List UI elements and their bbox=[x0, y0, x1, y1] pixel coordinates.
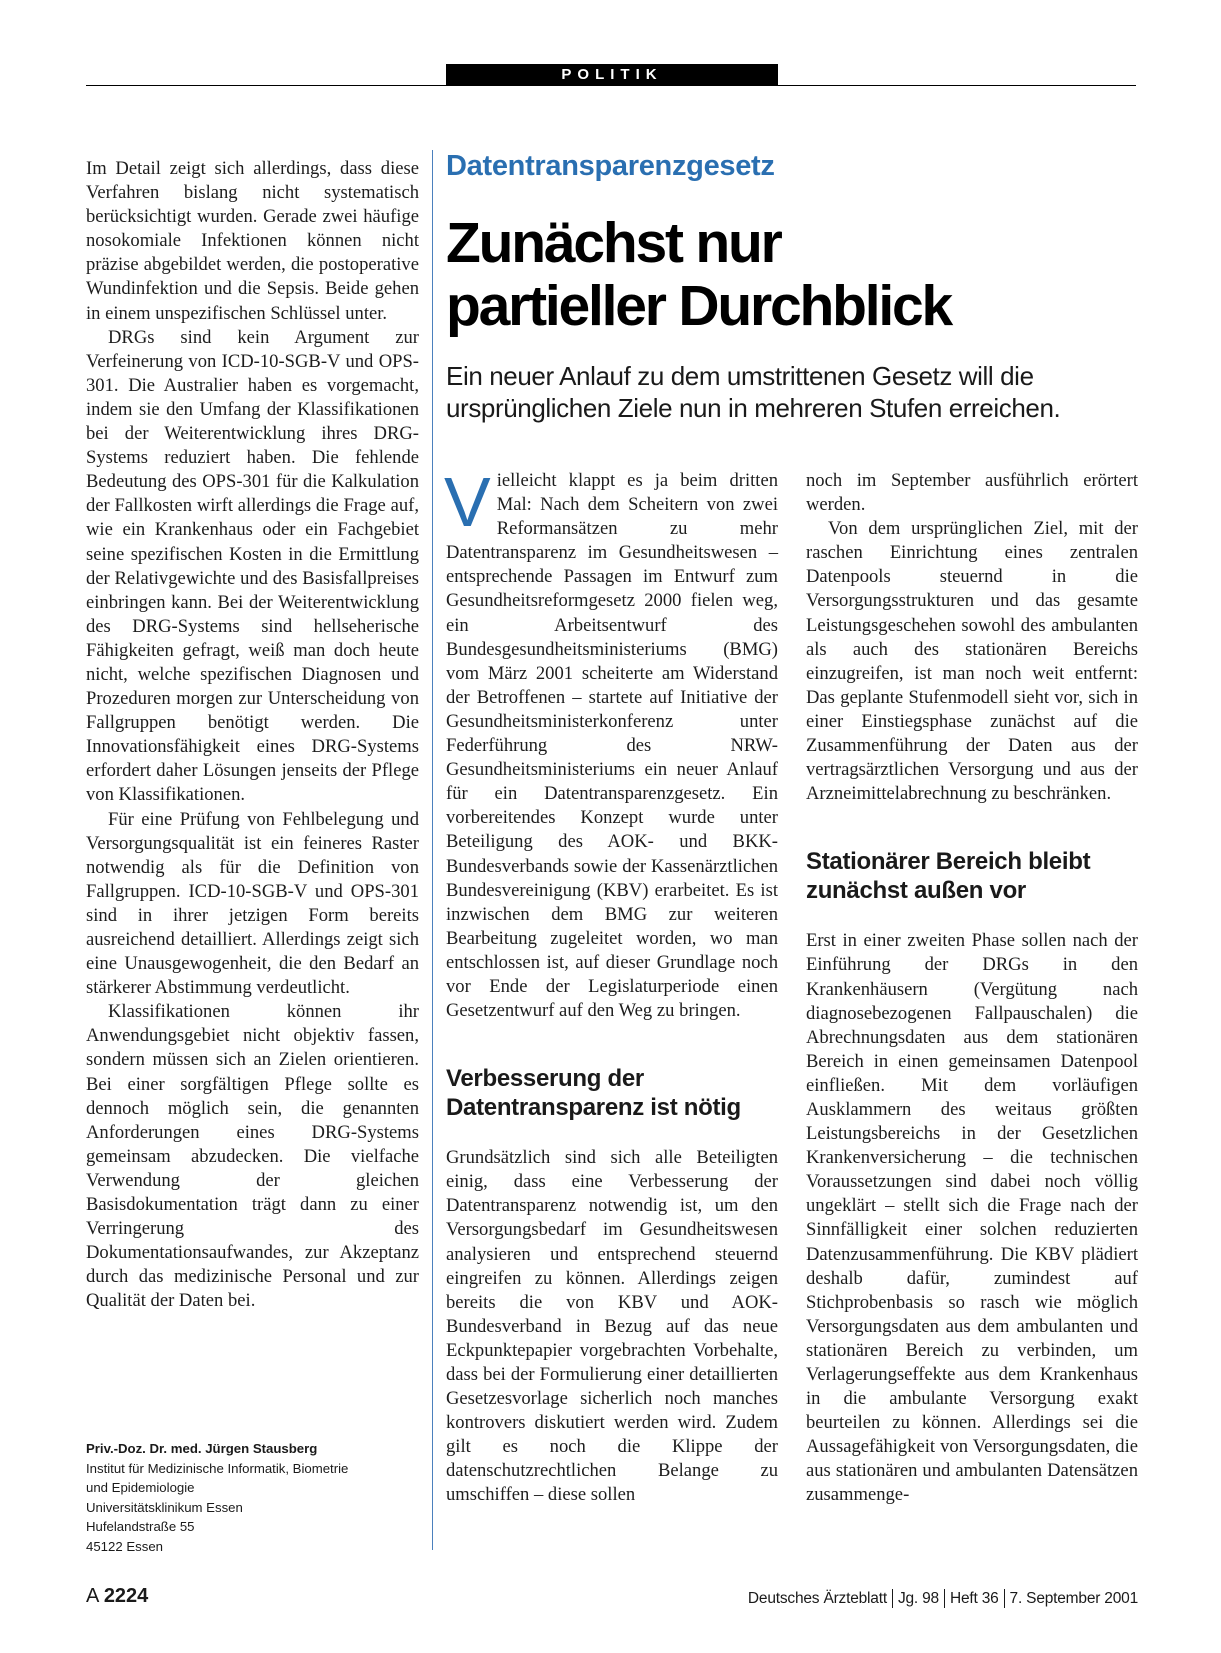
paragraph: Erst in einer zweiten Phase sollen nach der Einführung der DRGs in den Krankenhäusern (Vergütung nach diagnosebezogenen Fallpauschalen) die Abrechnungsdaten aus dem stationären Bereich in einen gemeinsamen Datenpool einfließen. Mit dem vorläufigen Ausklammern des weitaus größten Leistungsbereichs in der Gesetzlichen Krankenversicherung – die technischen Voraussetzungen sind dabei noch völlig ungeklärt – stellt sich die Frage nach der Sinnfälligkeit einer solchen reduzierten Datenzusammenführung. Die KBV plädiert deshalb dafür, zumindest auf Stichprobenbasis so rasch wie möglich Versorgungsdaten aus dem ambulanten und stationären Bereich zu verbinden, um Verlagerungseffekte aus dem Krankenhaus in die ambulante Versorgung exakt beurteilen zu können. Allerdings sei die Aussagefähigkeit von Versorgungsdaten, die aus stationären und ambulanten Datensätzen zusammenge- bbox=[806, 930, 1138, 1506]
journal-name: Deutsches Ärzteblatt bbox=[747, 1589, 887, 1607]
author-affiliation: Institut für Medizinische Informatik, Biometrie bbox=[86, 1460, 349, 1476]
subheading: Verbesserung der Datentransparenz ist nötig bbox=[446, 1065, 741, 1122]
paragraph: DRGs sind kein Argument zur Verfeinerung von ICD-10-SGB-V und OPS-301. Die Australier haben es vorgemacht, indem sie den Umfang der Klassifikationen bei der Weiterentwicklung ihres DRG-Systems reduziert haben. Die fehlende Bedeutung des OPS-301 für die Kalkulation der Fallkosten wirft allerdings die Frage auf, wie ein Krankenhaus oder ein Fachgebiet seine spezifischen Kosten in die Ermittlung der Relativgewichte und des Basisfallpreises einbringen kann. Bei der Weiterentwicklung des DRG-Systems sind hellseherische Fähigkeiten gefragt, weiß man doch heute nicht, welche spezifischen Diagnosen und Prozeduren morgen zur Unterscheidung von Fallgruppen benötigt werden. Die Innovationsfähigkeit eines DRG-Systems erfordert daher Lösungen jenseits der Pflege von Klassifikationen. bbox=[86, 326, 419, 806]
author-city: 45122 Essen bbox=[86, 1538, 163, 1554]
journal-volume: Jg. 98 bbox=[897, 1589, 939, 1607]
headline-line: partieller Durchblick bbox=[446, 274, 951, 338]
divider bbox=[892, 1589, 893, 1608]
author-block bbox=[86, 1439, 419, 1557]
page-number-value: 2224 bbox=[103, 1585, 149, 1607]
intro-paragraph bbox=[444, 463, 778, 1023]
author-affiliation: und Epidemiologie bbox=[86, 1480, 195, 1496]
column-divider bbox=[432, 150, 433, 1550]
page-prefix: A bbox=[86, 1585, 99, 1607]
intro-text: ielleicht klappt es ja beim dritten Mal: Nach dem Scheitern von zwei Reformansätzen zu mehr Datentransparenz im Gesundheitswesen – entsprechende Passagen im Entwurf zum Gesundheitsreformgesetz 2000 fielen weg, ein Arbeitsentwurf des Bundesgesundheitsministeriums (BMG) vom März 2001 scheiterte am Widerstand der Betroffenen – startete auf Initiative der Gesundheitsministerkonferenz unter Federführung des NRW-Gesundheitsministeriums ein neuer Anlauf für ein Datentransparenzgesetz. Ein vorbereitendes Konzept wurde unter Beteiligung des AOK- und BKK-Bundesverbands sowie der Kassenärztlichen Bundesvereinigung (KBV) erarbeitet. Es ist inzwischen dem BMG zur weiteren Bearbeitung zugeleitet worden, wo man entschlossen ist, auf dieser Grundlage noch vor Ende der Legislaturperiode einen Gesetzentwurf auf den Weg zu bringen. bbox=[446, 470, 778, 1022]
paragraph: Grundsätzlich sind sich alle Beteiligten einig, dass eine Verbesserung der Datentransparenz notwendig ist, um den Versorgungsbedarf im Gesundheitswesen analysieren und entsprechend steuernd eingreifen zu können. Allerdings zeigen bereits die von KBV und AOK-Bundesverband in Bezug auf das neue Eckpunktepapier vorgebrachten Vorbehalte, dass bei der Formulierung einer detaillierten Gesetzesvorlage sicherlich noch manches kontrovers diskutiert werden wird. Zudem gilt es noch die Klippe der datenschutzrechtlichen Belange zu umschiffen – diese sollen bbox=[446, 1147, 778, 1506]
headline-line: Zunächst nur bbox=[446, 211, 781, 275]
journal-issue: Heft 36 bbox=[949, 1589, 999, 1607]
journal-date: 7. September 2001 bbox=[1009, 1589, 1138, 1607]
right-column bbox=[806, 469, 1138, 1508]
left-column bbox=[86, 157, 419, 1314]
header-rule bbox=[86, 85, 1136, 86]
author-institution: Universitätsklinikum Essen bbox=[86, 1499, 243, 1515]
divider bbox=[944, 1589, 945, 1608]
journal-info bbox=[748, 1589, 1138, 1608]
article-headline bbox=[446, 212, 1146, 338]
author-name: Priv.-Doz. Dr. med. Jürgen Stausberg bbox=[86, 1441, 318, 1456]
drop-cap: V bbox=[444, 463, 491, 541]
article-deck: Ein neuer Anlauf zu dem umstrittenen Gesetz will die ursprünglichen Ziele nun in mehreren Stufen erreichen. bbox=[446, 361, 1061, 423]
paragraph: Von dem ursprünglichen Ziel, mit der raschen Einrichtung eines zentralen Datenpools steuernd in die Versorgungsstrukturen und das gesamte Leistungsgeschehen sowohl des ambulanten als auch des stationären Bereichs einzugreifen, ist man noch weit entfernt: Das geplante Stufenmodell sieht vor, sich in einer Einstiegsphase zunächst auf die Zusammenführung der Daten aus der vertragsärztlichen Versorgung und aus der Arzneimittelabrechnung zu beschränken. bbox=[806, 518, 1138, 805]
paragraph: Im Detail zeigt sich allerdings, dass diese Verfahren bislang nicht systematisch berücksichtigt wurden. Gerade zwei häufige nosokomiale Infektionen können nicht präzise abgebildet werden, die postoperative Wundinfektion und die Sepsis. Beide gehen in einem unspezifischen Schlüssel unter. bbox=[86, 158, 419, 324]
divider bbox=[1004, 1589, 1005, 1608]
article-kicker: Datentransparenzgesetz bbox=[446, 150, 775, 182]
author-street: Hufelandstraße 55 bbox=[86, 1519, 195, 1535]
section-label: POLITIK bbox=[446, 64, 778, 85]
subheading: Stationärer Bereich bleibt zunächst außen vor bbox=[806, 848, 1091, 905]
paragraph: Klassifikationen können ihr Anwendungsgebiet nicht objektiv fassen, sondern müssen sich an Zielen orientieren. Bei einer sorgfältigen Pflege sollte es dennoch möglich sein, die genannten Anforderungen eines DRG-Systems gemeinsam abzudecken. Die vielfache Verwendung der gleichen Basisdokumentation trägt dann zu einer Verringerung des Dokumentationsaufwandes, zur Akzeptanz durch das medizinische Personal und zur Qualität der Daten bei. bbox=[86, 1001, 419, 1312]
page-number bbox=[86, 1585, 148, 1608]
paragraph: noch im September ausführlich erörtert werden. bbox=[806, 470, 1138, 516]
paragraph: Für eine Prüfung von Fehlbelegung und Versorgungsqualität ist ein feineres Raster notwendig als für die Definition von Fallgruppen. ICD-10-SGB-V und OPS-301 sind in ihrer jetzigen Form bereits ausreichend detailliert. Allerdings zeigt sich eine Unausgewogenheit, die den Bedarf an stärkerer Abstimmung verdeutlicht. bbox=[86, 808, 419, 999]
middle-column bbox=[444, 463, 778, 1508]
